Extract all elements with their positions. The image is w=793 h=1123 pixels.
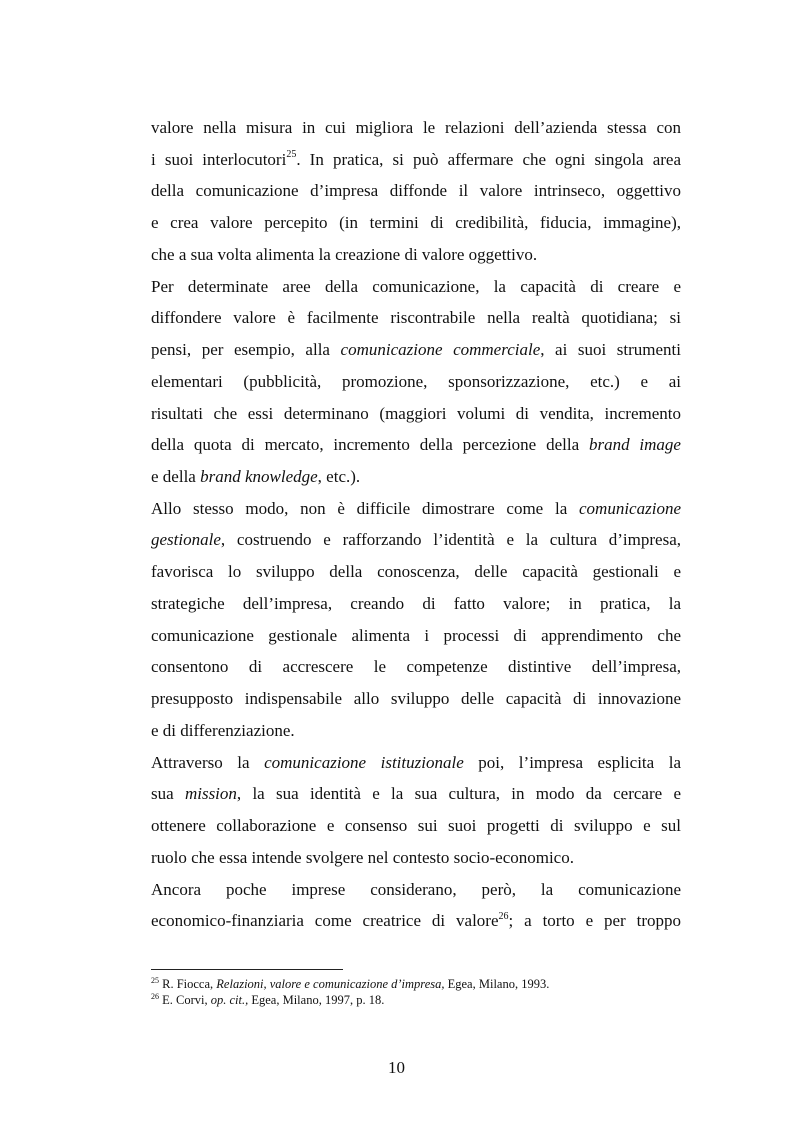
text-run: ruolo che essa intende svolgere nel contesto socio-economico. — [151, 847, 574, 867]
text-line — [151, 784, 681, 804]
text-run: presupposto indispensabile allo sviluppo delle capacità di innovazione — [151, 689, 681, 709]
text-run: i suoi interlocutori — [151, 149, 287, 169]
italic-text: op. cit., — [210, 993, 249, 1007]
italic-text: comunicazione — [579, 498, 681, 518]
text-line — [151, 721, 681, 741]
text-run: elementari (pubblicità, promozione, sponsorizzazione, etc.) e ai — [151, 371, 681, 391]
text-line — [151, 340, 681, 360]
text-line — [151, 657, 681, 677]
footnote-separator — [151, 969, 343, 970]
text-run: , etc.). — [317, 467, 361, 487]
text-line — [151, 245, 681, 265]
text-run: , ai suoi strumenti — [540, 340, 681, 360]
text-run: strategiche dell’impresa, creando di fatto valore; in pratica, la — [151, 593, 681, 613]
text-run: ; a torto e per troppo — [508, 911, 681, 931]
text-line — [151, 467, 681, 487]
footnote — [151, 993, 384, 1008]
text-line — [151, 499, 681, 519]
italic-text: mission — [184, 784, 237, 804]
text-line — [151, 118, 681, 138]
text-run: ottenere collaborazione e consenso sui suoi progetti di sviluppo e sul — [151, 816, 681, 836]
text-run: comunicazione gestionale alimenta i processi di apprendimento che — [151, 625, 681, 645]
text-line — [151, 848, 681, 868]
text-run: Egea, Milano, 1997, p. 18. — [248, 993, 385, 1007]
text-line — [151, 689, 681, 709]
text-line — [151, 181, 681, 201]
text-run: favorisca lo sviluppo della conoscenza, delle capacità gestionali e — [151, 562, 681, 582]
text-run: Per determinate aree della comunicazione, la capacità di creare e — [151, 276, 681, 296]
text-run: risultati che essi determinano (maggiori volumi di vendita, incremento — [151, 403, 681, 423]
text-run: , costruendo e rafforzando l’identità e la cultura d’impresa, — [220, 530, 681, 550]
text-run: che a sua volta alimenta la creazione di valore oggettivo. — [151, 244, 538, 264]
text-line — [151, 530, 681, 550]
page-number: 10 — [388, 1058, 405, 1077]
text-run: della comunicazione d’impresa diffonde il valore intrinseco, oggettivo — [151, 181, 681, 201]
text-run: diffondere valore è facilmente riscontrabile nella realtà quotidiana; si — [151, 308, 681, 328]
italic-text: Relazioni, valore e comunicazione d’impresa, — [216, 977, 445, 991]
italic-text: brand image — [588, 435, 681, 455]
text-line — [151, 626, 681, 646]
italic-text: comunicazione commerciale — [340, 340, 541, 360]
text-line — [151, 753, 681, 773]
text-run: pensi, per esempio, alla — [151, 340, 341, 360]
footnote-ref: 25 — [286, 149, 297, 161]
text-run: Egea, Milano, 1993. — [444, 977, 550, 991]
text-run: e crea valore percepito (in termini di credibilità, fiducia, immagine), — [151, 213, 681, 233]
footnote — [151, 977, 549, 992]
footnote-ref: 26 — [151, 991, 159, 1001]
italic-text: comunicazione istituzionale — [264, 752, 464, 772]
text-run: valore nella misura in cui migliora le relazioni dell’azienda stessa con — [151, 118, 681, 137]
footnote-ref: 26 — [498, 910, 509, 922]
text-line — [151, 277, 681, 297]
text-line — [151, 150, 681, 170]
text-run: economico-finanziaria come creatrice di valore — [151, 911, 499, 931]
italic-text: brand knowledge — [200, 467, 318, 487]
text-line — [151, 911, 681, 931]
text-run: Ancora poche imprese considerano, però, la comunicazione — [151, 879, 681, 899]
text-run: poi, l’impresa esplicita la — [463, 752, 681, 772]
text-run: R. Fiocca, — [159, 977, 217, 991]
text-run: E. Corvi, — [159, 993, 211, 1007]
text-line — [151, 213, 681, 233]
text-run: Attraverso la — [151, 752, 265, 772]
text-run: consentono di accrescere le competenze distintive dell’impresa, — [151, 657, 681, 677]
text-line — [151, 372, 681, 392]
text-line — [151, 404, 681, 424]
text-line — [151, 816, 681, 836]
text-run: . In pratica, si può affermare che ogni singola area — [296, 149, 681, 169]
text-run: Allo stesso modo, non è difficile dimostrare come la — [151, 498, 580, 518]
text-run: sua — [151, 784, 185, 804]
text-line — [151, 880, 681, 900]
text-line — [151, 562, 681, 582]
text-run: e della — [151, 467, 201, 487]
text-run: , la sua identità e la sua cultura, in modo da cercare e — [236, 784, 681, 804]
text-line — [151, 308, 681, 328]
italic-text: gestionale — [151, 530, 221, 550]
footnote-ref: 25 — [151, 975, 159, 985]
text-run: e di differenziazione. — [151, 720, 295, 740]
text-run: della quota di mercato, incremento della percezione della — [151, 435, 589, 455]
text-line — [151, 594, 681, 614]
text-line — [151, 435, 681, 455]
